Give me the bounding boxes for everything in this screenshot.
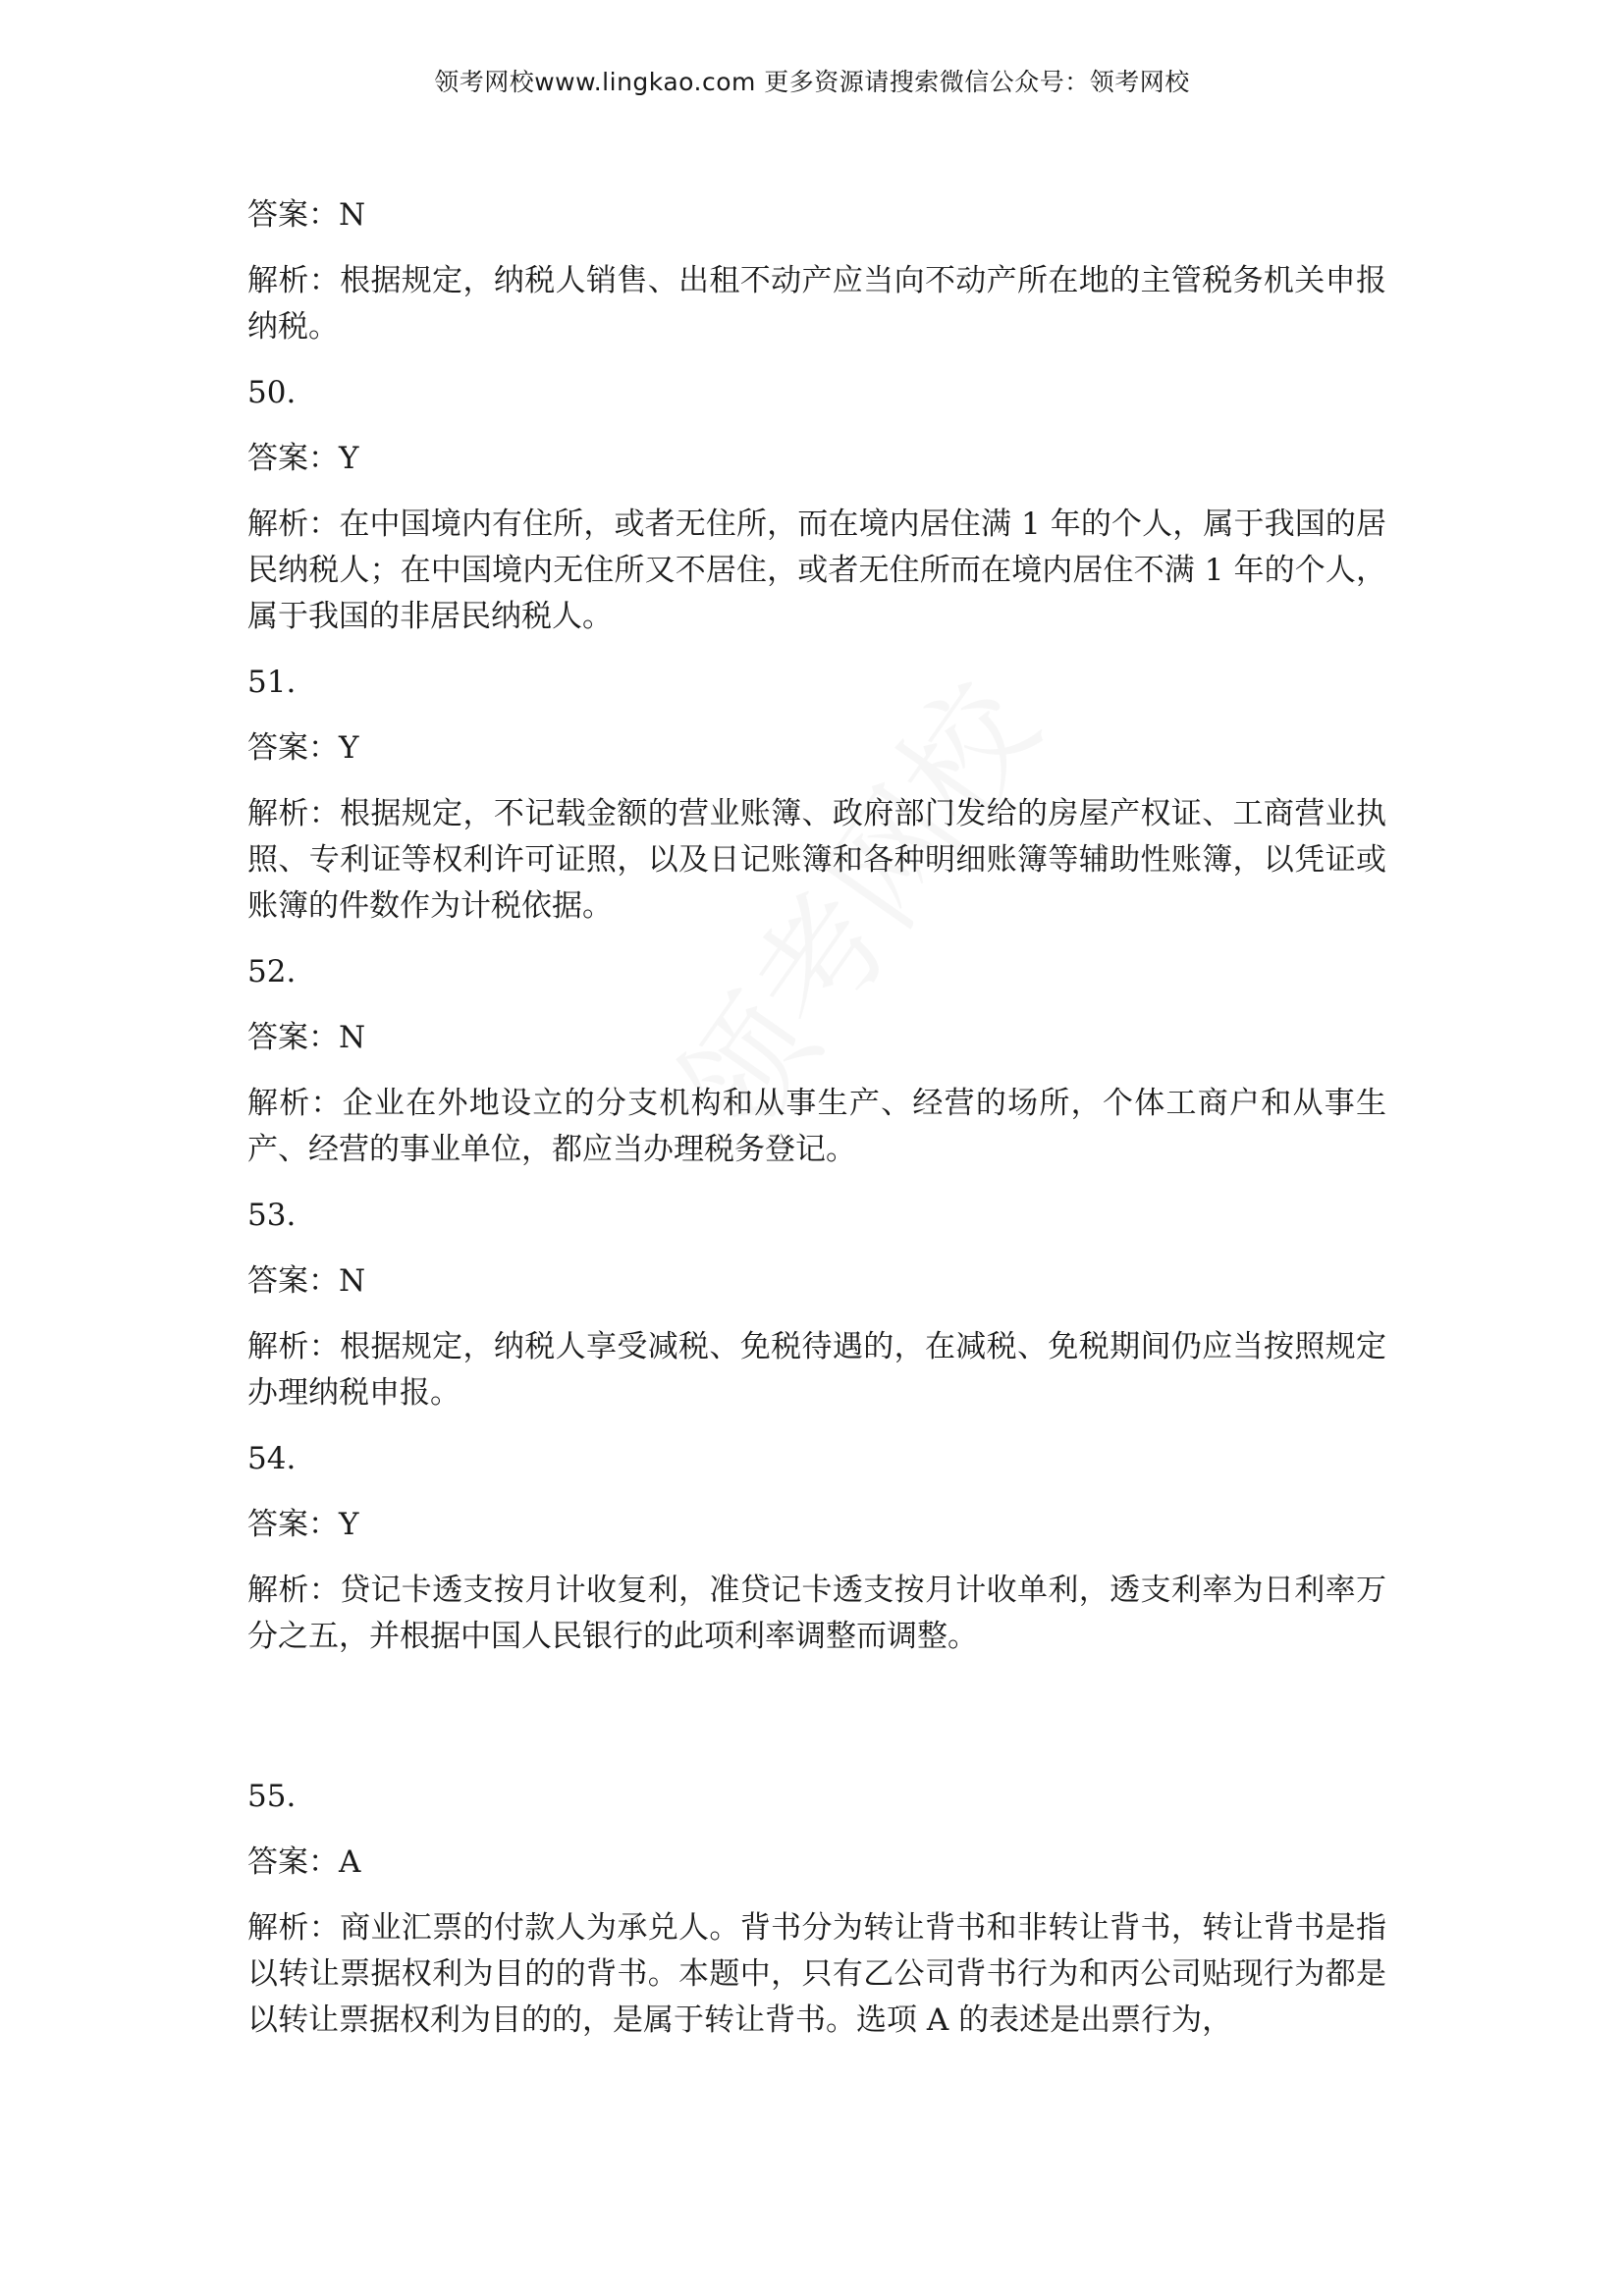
- explanation-text: 解析：根据规定，不记载金额的营业账簿、政府部门发给的房屋产权证、工商营业执照、专利证等权利许可证照，以及日记账簿和各种明细账簿等辅助性账簿，以凭证或账簿的件数作为计税依据。: [247, 796, 1386, 924]
- page-header: 领考网校www.lingkao.com 更多资源请搜索微信公众号：领考网校: [434, 68, 1190, 96]
- explanation-text: 解析：根据规定，纳税人销售、出租不动产应当向不动产所在地的主管税务机关申报纳税。: [247, 263, 1386, 345]
- question-item-49: [247, 192, 1386, 350]
- question-number: 54.: [247, 1441, 297, 1476]
- question-number: 52.: [247, 954, 297, 989]
- question-item-52: [247, 949, 1386, 1173]
- answer-line: 答案：N: [247, 1020, 366, 1055]
- question-item-50: [247, 370, 1386, 640]
- answer-line: 答案：N: [247, 197, 366, 233]
- question-item-53: [247, 1193, 1386, 1416]
- question-number: 51.: [247, 665, 297, 700]
- question-item-51: [247, 660, 1386, 930]
- section-gap: [247, 1680, 1386, 1774]
- explanation-text: 解析：企业在外地设立的分支机构和从事生产、经营的场所，个体工商户和从事生产、经营的事业单位，都应当办理税务登记。: [247, 1086, 1386, 1167]
- answer-line: 答案：N: [247, 1263, 366, 1299]
- question-item-54: [247, 1436, 1386, 1660]
- question-number: 55.: [247, 1779, 297, 1814]
- answer-line: 答案：Y: [247, 730, 359, 766]
- question-item-55: [247, 1774, 1386, 2044]
- explanation-text: 解析：商业汇票的付款人为承兑人。背书分为转让背书和非转让背书，转让背书是指以转让票据权利为目的的背书。本题中，只有乙公司背书行为和丙公司贴现行为都是以转让票据权利为目的的，是属于转让背书。选项 A 的表述是出票行为，: [247, 1910, 1386, 2038]
- explanation-text: 解析：在中国境内有住所，或者无住所，而在境内居住满 1 年的个人，属于我国的居民纳税人；在中国境内无住所又不居住，或者无住所而在境内居住不满 1 年的个人，属于我国的非居民纳税人。: [247, 507, 1386, 634]
- question-number: 53.: [247, 1198, 297, 1233]
- explanation-text: 解析：根据规定，纳税人享受减税、免税待遇的，在减税、免税期间仍应当按照规定办理纳税申报。: [247, 1329, 1386, 1411]
- document-body: [247, 192, 1386, 2063]
- question-number: 50.: [247, 375, 297, 410]
- answer-line: 答案：Y: [247, 441, 359, 476]
- explanation-text: 解析：贷记卡透支按月计收复利，准贷记卡透支按月计收单利，透支利率为日利率万分之五，并根据中国人民银行的此项利率调整而调整。: [247, 1573, 1386, 1654]
- answer-line: 答案：Y: [247, 1507, 359, 1542]
- answer-line: 答案：A: [247, 1844, 361, 1880]
